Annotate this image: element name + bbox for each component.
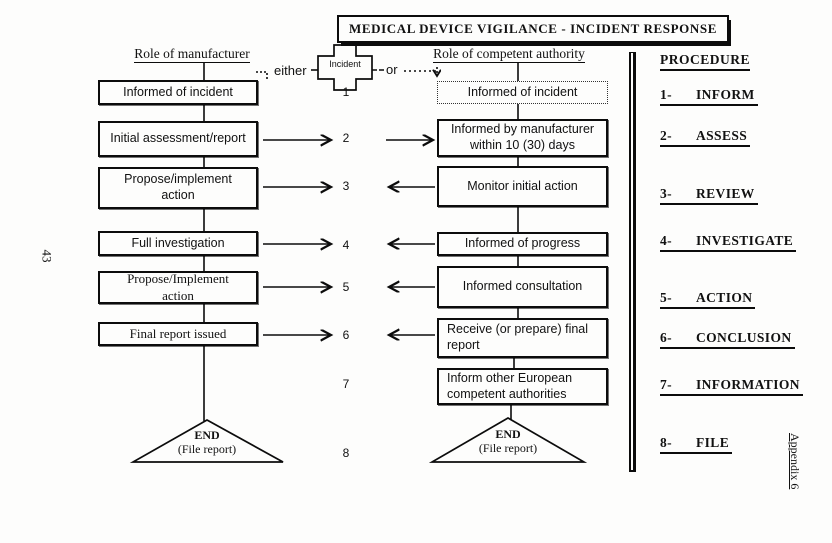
procedure-item-8: 8- FILE — [660, 435, 732, 454]
flow-box-manufacturer-6: Final report issued — [98, 322, 258, 346]
page-number: 43 — [39, 249, 55, 263]
step-number-2: 2 — [342, 131, 350, 145]
flow-box-manufacturer-4: Full investigation — [98, 231, 258, 256]
procedure-item-4: 4- INVESTIGATE — [660, 233, 796, 252]
column-divider-bar — [629, 52, 636, 472]
flow-box-manufacturer-3: Propose/implement action — [98, 167, 258, 209]
flow-box-authority-5: Informed consultation — [437, 266, 608, 308]
procedure-item-6: 6- CONCLUSION — [660, 330, 795, 349]
end-marker-manufacturer: END (File report) — [177, 428, 237, 456]
procedure-item-2: 2- ASSESS — [660, 128, 750, 147]
flow-box-authority-6: Receive (or prepare) final report — [437, 318, 608, 358]
procedure-column-heading: PROCEDURE — [660, 52, 750, 71]
step-number-3: 3 — [342, 179, 350, 193]
step-number-8: 8 — [342, 446, 350, 460]
appendix-label: Appendix 6 — [788, 433, 802, 490]
or-label: or — [386, 62, 398, 77]
step-number-5: 5 — [342, 280, 350, 294]
flow-box-authority-3: Monitor initial action — [437, 166, 608, 207]
step-number-4: 4 — [342, 238, 350, 252]
procedure-item-7: 7- INFORMATION — [660, 377, 803, 396]
procedure-item-3: 3- REVIEW — [660, 186, 758, 205]
either-label: either — [274, 63, 307, 78]
flow-box-manufacturer-1: Informed of incident — [98, 80, 258, 105]
end-marker-authority: END (File report) — [478, 427, 538, 455]
page-title-text: MEDICAL DEVICE VIGILANCE - INCIDENT RESPONSE — [349, 21, 717, 36]
procedure-item-5: 5- ACTION — [660, 290, 755, 309]
step-number-1: 1 — [342, 85, 350, 99]
flow-box-manufacturer-2: Initial assessment/report — [98, 121, 258, 157]
procedure-item-1: 1- INFORM — [660, 87, 758, 106]
authority-column-heading: Role of competent authority — [433, 46, 585, 61]
incident-start-label: Incident — [329, 59, 361, 69]
flow-box-authority-7: Inform other European competent authorities — [437, 368, 608, 405]
page-title — [337, 15, 729, 43]
flow-box-authority-2: Informed by manufacturer within 10 (30) days — [437, 119, 608, 157]
step-number-7: 7 — [342, 377, 350, 391]
flow-box-manufacturer-5: Propose/Implement action — [98, 271, 258, 304]
step-number-6: 6 — [342, 328, 350, 342]
manufacturer-column-heading: Role of manufacturer — [134, 46, 250, 61]
flow-box-authority-4: Informed of progress — [437, 232, 608, 256]
flow-box-authority-1: Informed of incident — [437, 81, 608, 104]
